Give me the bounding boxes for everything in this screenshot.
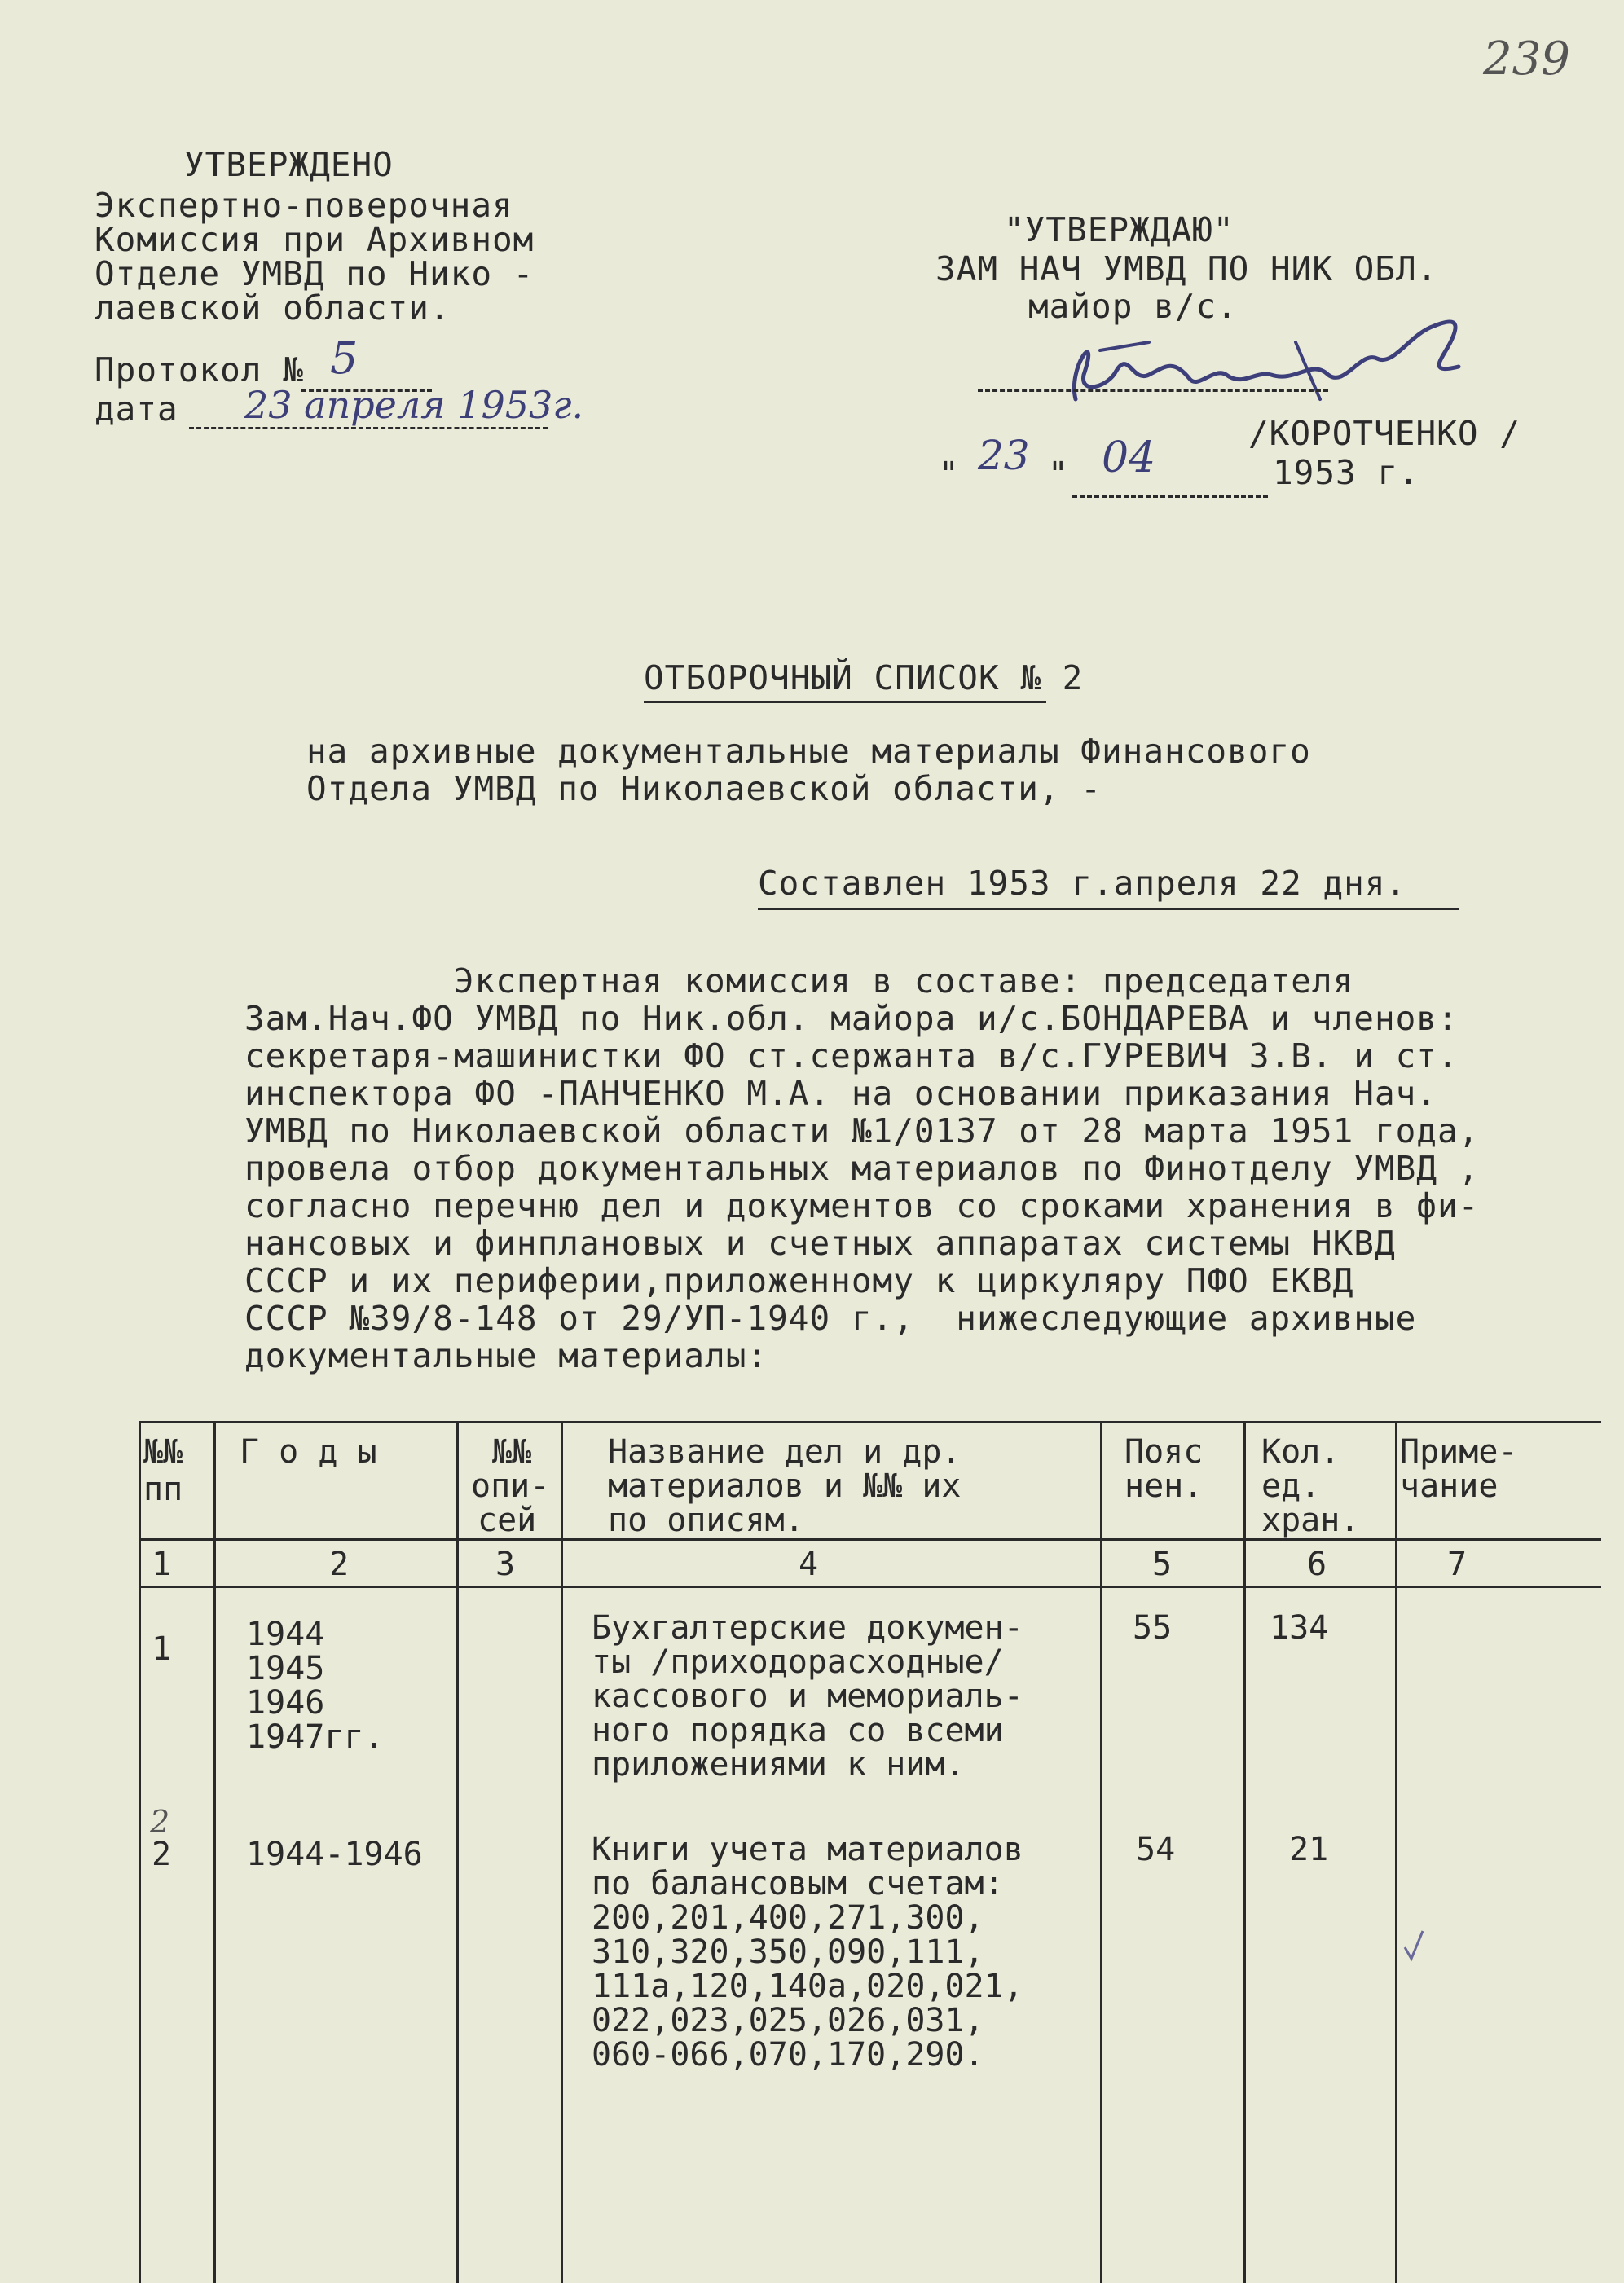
col-number-7: 7 [1447,1546,1468,1583]
row-desc-line: ного порядка со всеми [592,1712,1004,1749]
page-number: 239 [1483,33,1570,86]
body-line: провела отбор документальных материалов по Финотделу УМВД , [244,1149,1480,1188]
approved-line-2: Комиссия при Архивном [95,220,535,259]
header-num-line2: пп [143,1471,183,1508]
confirm-title: "УТВЕРЖДАЮ" [1004,210,1235,249]
approved-line-4: лаевской области. [95,288,451,328]
row-explained: 55 [1133,1609,1173,1647]
pencil-tick-icon [1398,1923,1431,1972]
table-top-rule [139,1421,1601,1423]
row-desc-line: ты /приходорасходные/ [592,1643,1004,1681]
confirm-date-underline [1072,495,1268,498]
row-units: 21 [1289,1831,1329,1868]
body-line: УМВД по Николаевской области №1/0137 от 28 марта 1951 года, [244,1111,1480,1150]
table-col-rule [213,1421,216,2283]
col-number-4: 4 [799,1546,819,1583]
table-col-rule [1243,1421,1246,2283]
header-title-line2: материалов и №№ их [608,1467,962,1505]
row-desc-line: 060-066,070,170,290. [592,2036,984,2074]
body-line: Зам.Нач.ФО УМВД по Ник.обл. майора и/с.БОНДАРЕВА и членов: [244,999,1459,1038]
table-header-rule [139,1538,1601,1541]
col-number-1: 1 [152,1546,172,1583]
header-inventory-line1: №№ [492,1433,532,1471]
row-explained: 54 [1136,1831,1176,1868]
confirm-date-day: 23 [978,432,1030,479]
subheading-line-1: на архивные документальные материалы Финансового [306,732,1311,771]
compiled-underline [758,908,1459,910]
header-units-line2: ед. [1261,1467,1321,1505]
compiled-line: Составлен 1953 г.апреля 22 дня. [758,864,1407,903]
row-num-pencil: 2 [150,1804,170,1840]
row-desc-line: 111а,120,140а,020,021, [592,1968,1023,2005]
col-number-6: 6 [1307,1546,1327,1583]
document-heading: ОТБОРОЧНЫЙ СПИСОК № 2 [644,658,1084,697]
row-desc-line: 022,023,025,026,031, [592,2002,984,2039]
header-notes-line1: Приме- [1400,1433,1518,1471]
row-year: 1946 [246,1684,325,1722]
confirm-line-2: майор в/с. [1028,287,1238,326]
table-col-rule [561,1421,563,2283]
row-desc-line: 310,320,350,090,111, [592,1933,984,1971]
header-title-line3: по описям. [608,1502,804,1539]
row-num: 1 [152,1630,172,1668]
table-col-rule [1395,1421,1397,2283]
body-line: секретаря-машинистки ФО ст.сержанта в/с.ГУРЕВИЧ З.В. и ст. [244,1036,1459,1076]
header-notes-line2: чание [1400,1467,1499,1505]
table-number-rule [139,1586,1601,1588]
row-year: 1947гг. [246,1718,384,1756]
protocol-label: Протокол № [95,350,304,389]
date-quote-open: " [939,455,960,494]
col-number-3: 3 [495,1546,516,1583]
row-year: 1944-1946 [246,1836,423,1873]
row-num: 2 [152,1836,172,1873]
approved-title: УТВЕРЖДЕНО [184,145,394,184]
row-year: 1944 [246,1616,325,1653]
body-line: СССР и их периферии,приложенному к циркуляру ПФО ЕКВД [244,1261,1354,1300]
body-line: СССР №39/8-148 от 29/УП-1940 г., нижеследующие архивные [244,1299,1417,1338]
header-inventory-line3: сей [478,1502,537,1539]
row-desc-line: 200,201,400,271,300, [592,1899,984,1937]
table-col-rule [1100,1421,1102,2283]
heading-underline [644,701,1046,703]
header-explained-line1: Пояс [1124,1433,1204,1471]
subheading-line-2: Отдела УМВД по Николаевской области, - [306,769,1102,808]
row-desc-line: приложениями к ним. [592,1746,965,1784]
confirm-line-1: ЗАМ НАЧ УМВД ПО НИК ОБЛ. [935,249,1438,288]
confirm-name: /КОРОТЧЕНКО / [1248,414,1521,453]
col-number-2: 2 [329,1546,350,1583]
header-explained-line2: нен. [1124,1467,1204,1505]
signature-image [1051,293,1475,432]
approved-line-3: Отделе УМВД по Нико - [95,254,535,293]
table-col-rule [139,1421,141,2283]
row-desc-line: Бухгалтерские докумен- [592,1609,1023,1647]
confirm-date-month: 04 [1102,433,1156,482]
body-line: Экспертная комиссия в составе: председателя [244,961,1354,1001]
approved-line-1: Экспертно-поверочная [95,186,513,225]
date-underline [189,427,548,429]
signature-line [978,389,1328,392]
body-line: нансовых и финплановых и счетных аппаратах системы НКВД [244,1224,1396,1263]
row-desc-line: кассового и мемориаль- [592,1678,1023,1715]
header-inventory-line2: опи- [471,1467,550,1505]
date-label: дата [95,389,178,429]
header-years: Г о д ы [240,1433,377,1471]
body-line: документальные материалы: [244,1336,768,1375]
row-year: 1945 [246,1650,325,1687]
body-line: согласно перечню дел и документов со сроками хранения в фи- [244,1186,1480,1225]
header-units-line3: хран. [1261,1502,1360,1539]
col-number-5: 5 [1152,1546,1173,1583]
row-desc-line: по балансовым счетам: [592,1865,1004,1902]
header-num-line1: №№ [143,1433,183,1471]
row-units: 134 [1270,1609,1329,1647]
table-col-rule [456,1421,459,2283]
body-line: инспектора ФО -ПАНЧЕНКО М.А. на основании приказания Нач. [244,1074,1437,1113]
date-value: 23 апреля 1953г. [244,383,584,427]
protocol-number: 5 [330,332,359,384]
row-desc-line: Книги учета материалов [592,1831,1023,1868]
header-title-line1: Название дел и др. [608,1433,962,1471]
confirm-date-year: 1953 г. [1273,453,1419,492]
header-units-line1: Кол. [1261,1433,1340,1471]
date-quote-close: " [1048,455,1069,494]
